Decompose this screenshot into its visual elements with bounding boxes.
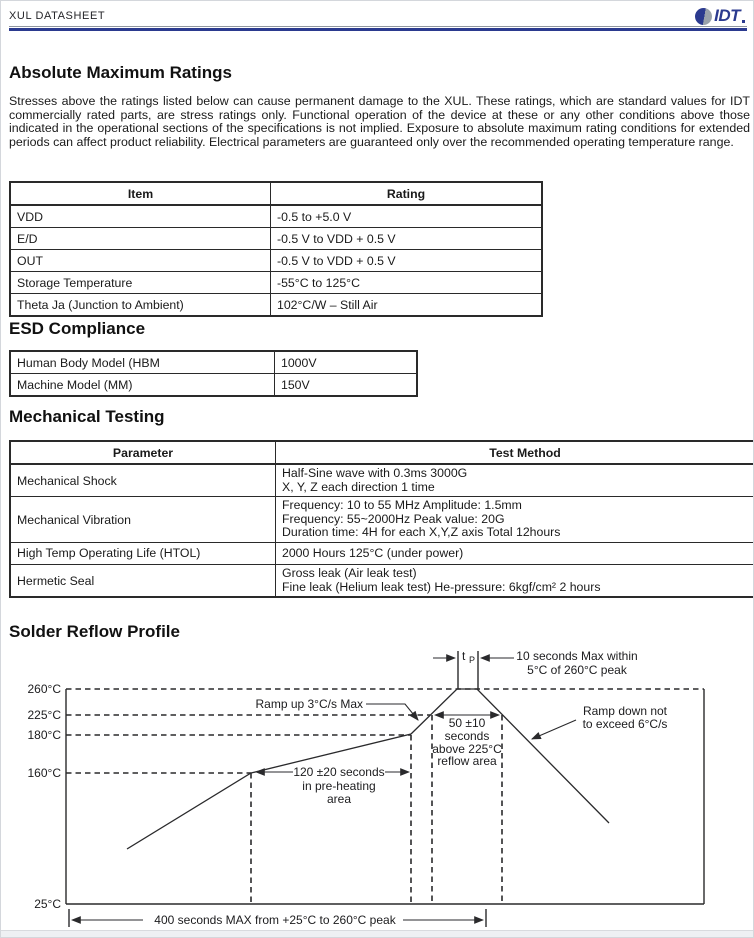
table-cell-item: E/D xyxy=(10,228,271,250)
column-header-parameter: Parameter xyxy=(10,441,276,464)
ramp-up-annotation: Ramp up 3°C/s Max xyxy=(255,697,363,711)
column-header-rating: Rating xyxy=(271,182,543,205)
table-cell-parameter: Hermetic Seal xyxy=(10,564,276,597)
section-heading-mechanical-testing: Mechanical Testing xyxy=(9,407,165,426)
idt-logo-dot xyxy=(742,20,745,23)
table-cell-value: 150V xyxy=(275,374,418,397)
esd-compliance-table xyxy=(9,350,418,397)
section-heading-solder-reflow-profile: Solder Reflow Profile xyxy=(9,622,180,641)
test-method-line: X, Y, Z each direction 1 time xyxy=(282,479,435,494)
total-time-annotation: 400 seconds MAX from +25°C to 260°C peak xyxy=(154,913,396,927)
table-cell-rating: -0.5 V to VDD + 0.5 V xyxy=(271,250,543,272)
reflow-annotation-line3: above 225°C xyxy=(432,742,502,756)
test-method-line: Frequency: 55~2000Hz Peak value: 20G xyxy=(282,511,505,526)
tp-label-subscript: P xyxy=(469,655,476,665)
table-row xyxy=(10,374,417,397)
page-bottom-edge xyxy=(1,930,753,938)
header-rule-thin xyxy=(9,26,747,27)
ramp-down-annotation-line1: Ramp down not xyxy=(582,704,668,718)
table-row xyxy=(10,542,754,564)
table-row xyxy=(10,250,542,272)
ramp-down-leader xyxy=(532,720,576,739)
table-cell-model: Human Body Model (HBM xyxy=(10,351,275,374)
test-method-line: Frequency: 10 to 55 MHz Amplitude: 1.5mm xyxy=(282,498,522,513)
table-cell-value: 1000V xyxy=(275,351,418,374)
table-cell-item: Storage Temperature xyxy=(10,272,271,294)
reflow-annotation-line1: 50 ±10 xyxy=(448,716,486,730)
page-header-title: XUL DATASHEET xyxy=(9,10,106,22)
test-method-line: Fine leak (Helium leak test) He-pressure: 6kgf/cm² 2 hours xyxy=(282,579,601,594)
table-row xyxy=(10,272,542,294)
absolute-maximum-ratings-table xyxy=(9,181,543,317)
table-row xyxy=(10,351,417,374)
table-cell-model: Machine Model (MM) xyxy=(10,374,275,397)
table-cell-parameter: High Temp Operating Life (HTOL) xyxy=(10,542,276,564)
test-method-line: Half-Sine wave with 0.3ms 3000G xyxy=(282,466,468,480)
table-row xyxy=(10,205,542,228)
table-row xyxy=(10,464,754,497)
column-header-item: Item xyxy=(10,182,271,205)
test-method-line: Gross leak (Air leak test) xyxy=(282,565,417,580)
ramp-up-leader xyxy=(366,704,418,720)
test-method-line: 2000 Hours 125°C (under power) xyxy=(282,545,464,560)
table-cell-parameter: Mechanical Vibration xyxy=(10,497,276,543)
table-cell-test-method xyxy=(276,564,754,597)
tp-label: t xyxy=(462,649,466,663)
idt-logo xyxy=(695,6,745,26)
table-cell-rating: -55°C to 125°C xyxy=(271,272,543,294)
y-axis-label-25: 25°C xyxy=(34,897,61,911)
table-row xyxy=(10,497,754,543)
table-cell-item: VDD xyxy=(10,205,271,228)
reflow-annotation-line4: reflow area xyxy=(437,754,497,768)
y-axis-label-180: 180°C xyxy=(27,728,61,742)
table-cell-item: Theta Ja (Junction to Ambient) xyxy=(10,294,271,317)
table-row xyxy=(10,294,542,317)
table-cell-rating: -0.5 to +5.0 V xyxy=(271,205,543,228)
y-axis-label-260: 260°C xyxy=(27,682,61,696)
table-cell-test-method xyxy=(276,542,754,564)
solder-reflow-profile-chart xyxy=(9,646,749,931)
mechanical-testing-table xyxy=(9,440,754,598)
y-axis-label-225: 225°C xyxy=(27,708,61,722)
table-cell-rating: -0.5 V to VDD + 0.5 V xyxy=(271,228,543,250)
ramp-down-annotation-line2: to exceed 6°C/s xyxy=(582,717,668,731)
reflow-annotation-line2: seconds xyxy=(444,729,490,743)
table-cell-item: OUT xyxy=(10,250,271,272)
section-heading-esd-compliance: ESD Compliance xyxy=(9,319,146,338)
table-row xyxy=(10,228,542,250)
table-header-row xyxy=(10,441,754,464)
table-cell-rating: 102°C/W – Still Air xyxy=(271,294,543,317)
preheat-annotation-line2: in pre-heating xyxy=(302,779,376,793)
table-cell-test-method xyxy=(276,497,754,543)
test-method-line: Duration time: 4H for each X,Y,Z axis Total 12hours xyxy=(282,525,561,540)
column-header-test-method: Test Method xyxy=(276,441,754,464)
absolute-maximum-ratings-intro: Stresses above the ratings listed below can cause permanent damage to the XUL. These ratings, which are standard values for IDT commercially rated parts, are stress ratings only. Functional operation of the device at these or any other conditions above those indicated in the operational sections of the specifications is not implied. Exposure to absolute maximum rating conditions for extended periods can affect product reliability. Electrical parameters are guaranteed only over the recommended operating temperature range. xyxy=(9,94,750,149)
idt-logo-text: IDT xyxy=(714,6,740,25)
peak-annotation-line1: 10 seconds Max within xyxy=(516,649,638,663)
table-header-row xyxy=(10,182,542,205)
table-cell-parameter: Mechanical Shock xyxy=(10,464,276,497)
header-rule-navy xyxy=(9,28,747,31)
y-axis-label-160: 160°C xyxy=(27,766,61,780)
preheat-annotation-line3: area xyxy=(326,792,352,806)
table-cell-test-method xyxy=(276,464,754,497)
preheat-annotation-line1: 120 ±20 seconds xyxy=(293,765,385,779)
table-row xyxy=(10,564,754,597)
section-heading-absolute-maximum-ratings: Absolute Maximum Ratings xyxy=(9,63,232,82)
idt-globe-icon xyxy=(695,8,712,25)
peak-annotation-line2: 5°C of 260°C peak xyxy=(527,663,627,677)
